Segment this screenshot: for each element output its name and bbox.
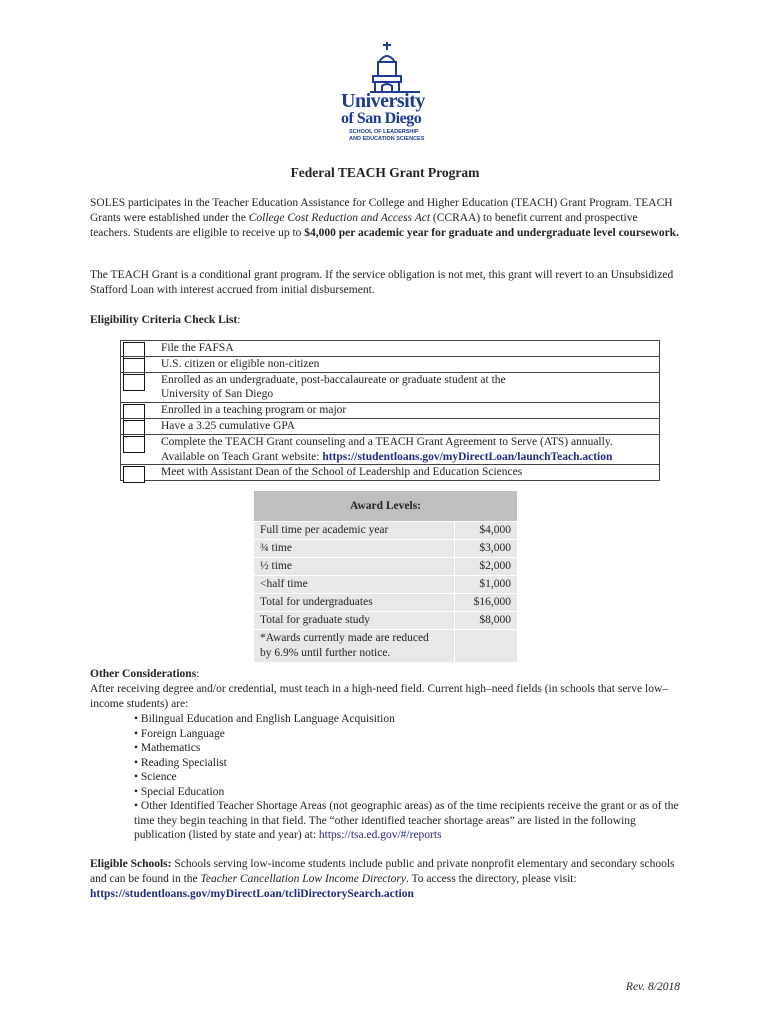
eligible-schools [90,857,680,902]
checklist-item-text: Enrolled in a teaching program or major [161,404,347,417]
award-note-line2: by 6.9% until further notice. [260,647,391,659]
table-row [254,540,518,558]
award-note [254,630,455,663]
checklist-item-text: Enrolled as an undergraduate, post-baccalaureate or graduate student at the [161,373,506,386]
logo-school-line2: AND EDUCATION SCIENCES [349,136,425,142]
list-item: • Mathematics [134,742,201,754]
eligible-schools-text-b: . To access the directory, please visit: [405,873,577,885]
checklist-item [120,356,660,372]
award-value: $4,000 [455,522,518,540]
checklist-item [120,340,660,356]
checklist-item [120,418,660,434]
award-note-line1: *Awards currently made are reduced [260,632,429,644]
eligible-schools-heading: Eligible Schools: [90,858,172,870]
checklist-item [120,372,660,403]
award-value: $3,000 [455,540,518,558]
list-item [90,799,680,843]
checkbox[interactable] [123,436,145,453]
directory-name: Teacher Cancellation Low Income Directory [200,873,406,885]
list-item: • Reading Specialist [134,756,227,769]
table-row [254,594,518,612]
checkbox[interactable] [123,466,145,483]
checklist-item [120,402,660,418]
award-value: $16,000 [455,594,518,612]
award-note-blank [455,630,518,663]
list-item: • Foreign Language [134,727,225,740]
checklist-heading-colon: : [237,314,241,326]
checklist-item-text: Complete the TEACH Grant counseling and a TEACH Grant Agreement to Serve (ATS) annually. [161,435,613,448]
tcli-directory-link[interactable]: https://studentloans.gov/myDirectLoan/tcliDirectorySearch.action [90,888,414,900]
table-row [254,576,518,594]
award-label: ½ time [254,558,455,576]
award-label: Full time per academic year [254,522,455,540]
table-row [254,612,518,630]
tsa-reports-link[interactable]: https://tsa.ed.gov/#/reports [318,829,442,841]
checklist-item-text: U.S. citizen or eligible non-citizen [161,357,320,370]
intro-text-a: SOLES participates in the Teacher Education Assistance for College and Higher Education (TEACH) Grant Program. TEACH Grants were established under the [90,197,673,224]
logo-university-text: University [341,90,425,112]
award-levels-heading: Award Levels: [254,491,518,522]
award-label: <half time [254,576,455,594]
intro-text-b: (CCRAA) to benefit current and prospective teachers. Students are eligible to receive up to [90,212,638,239]
checklist-item-text: Meet with Assistant Dean of the School of Leadership and Education Sciences [161,466,523,479]
other-considerations-heading: Other Considerations [90,668,197,680]
page-title: Federal TEACH Grant Program [290,165,480,180]
shortage-areas-text: • Other Identified Teacher Shortage Areas (not geographic areas) as of the time recipients receive the grant or as of the time they begin teaching in that field. The “other identified teacher shortage areas” are listed in the following publication (listed by state and year) at: [134,800,679,841]
teach-website-link[interactable]: https://studentloans.gov/myDirectLoan/launchTeach.action [322,450,613,463]
award-label: ¾ time [254,540,455,558]
award-label: Total for undergraduates [254,594,455,612]
award-label: Total for graduate study [254,612,455,630]
list-item: • Bilingual Education and English Language Acquisition [134,713,395,725]
award-value: $8,000 [455,612,518,630]
checklist-heading [90,313,680,328]
teach-website-prefix: Available on Teach Grant website: [161,450,323,463]
intro-bold-amount: $4,000 per academic year for graduate and undergraduate level coursework. [304,227,679,239]
award-value: $1,000 [455,576,518,594]
other-considerations [90,667,680,843]
award-levels-table [253,490,518,663]
award-value: $2,000 [455,558,518,576]
conditional-paragraph: The TEACH Grant is a conditional grant program. If the service obligation is not met, this grant will revert to an Unsubsidized Stafford Loan with interest accrued from initial disbursement. [90,269,674,296]
checklist-item-text: Have a 3.25 cumulative GPA [161,419,296,432]
teach-website-line [161,450,659,465]
other-considerations-text: After receiving degree and/or credential, must teach in a high-need field. Current high–need fields (in schools that serve low–income students) are: [90,683,668,710]
logo-san-diego-text: of San Diego [341,110,422,127]
high-need-fields-list [90,712,680,843]
checkbox[interactable] [123,374,145,391]
table-row [254,522,518,540]
intro-paragraph [90,196,680,241]
logo-school-line1: SCHOOL OF LEADERSHIP [349,129,419,135]
eligibility-checklist [120,340,660,481]
list-item: • Special Education [134,785,225,798]
table-row [254,630,518,663]
checklist-item-text: University of San Diego [161,388,274,401]
act-name: College Cost Reduction and Access Act [248,212,431,224]
checklist-heading-text: Eligibility Criteria Check List [90,314,238,326]
table-row [254,558,518,576]
checklist-item [120,434,660,465]
revision-date: Rev. 8/2018 [625,981,680,993]
other-considerations-colon: : [196,668,200,680]
checklist-item-text: File the FAFSA [161,342,234,354]
checklist-item [120,464,660,481]
usd-logo [335,40,460,148]
list-item: • Science [134,771,177,783]
eligible-schools-text-a: Schools serving low-income students include public and private nonprofit elementary and secondary schools and can be found in the [90,858,675,885]
